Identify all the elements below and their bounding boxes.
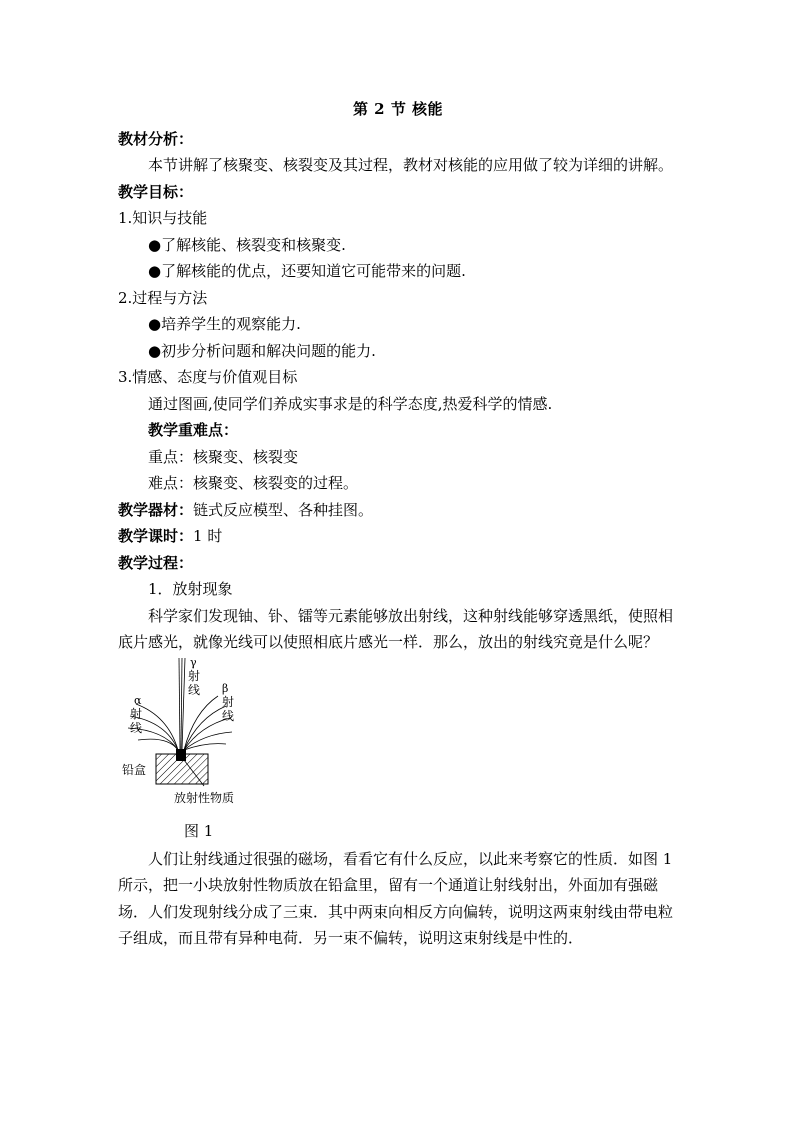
goals-knowledge-label: 1.知识与技能 <box>118 209 208 227</box>
analysis-heading: 教材分析： <box>118 129 194 148</box>
radioactive-material-label: 放射性物质 <box>174 790 235 805</box>
hours-line <box>118 523 678 550</box>
keypoints-heading: 教学重难点： <box>148 421 239 439</box>
equipment-value: 链式反应模型、各种挂图。 <box>193 500 374 519</box>
alpha-text-2: 线 <box>130 720 143 735</box>
lead-box-label: 铅盒 <box>122 762 147 777</box>
process-para-1: 科学家们发现铀、钋、镭等元素能够放出射线，这种射线能够穿透黑纸，使照相底片感光，就像光线可以使照相底片感光一样．那么，放出的射线究竟是什么呢？ <box>118 606 674 651</box>
radioactive-material <box>176 749 186 761</box>
gamma-symbol: γ <box>190 655 197 669</box>
goals-knowledge-item-1: ●了解核能、核裂变和核聚变. <box>148 235 346 254</box>
radiation-figure <box>118 656 678 846</box>
goals-emotion-text: 通过图画,使同学们养成实事求是的科学态度,热爱科学的情感. <box>148 394 553 413</box>
beta-text-2: 线 <box>222 708 235 723</box>
goals-process-label: 2.过程与方法 <box>118 288 208 307</box>
equipment-label: 教学器材： <box>118 500 194 519</box>
keypoints-focus: 重点：核聚变、核裂变 <box>148 447 299 466</box>
process-item-1: 1．放射现象 <box>148 580 233 598</box>
gamma-ray-line-3 <box>182 658 185 750</box>
hours-value: 1 时 <box>193 527 223 545</box>
process-heading: 教学过程： <box>118 553 194 572</box>
goals-heading: 教学目标： <box>118 182 194 201</box>
document-content <box>118 96 678 952</box>
goals-emotion-label: 3.情感、态度与价值观目标 <box>118 368 298 386</box>
beta-text-1: 射 <box>222 694 235 709</box>
page-title: 第 2 节 核能 <box>352 100 444 118</box>
alpha-ray-line-4 <box>138 739 178 750</box>
hours-label: 教学课时： <box>118 527 194 545</box>
figure-caption: 图 1 <box>184 821 214 840</box>
gamma-text-2: 线 <box>188 682 201 697</box>
keypoints-difficulty: 难点：核聚变、核裂变的过程。 <box>148 474 359 492</box>
gamma-ray-line-2 <box>181 658 182 750</box>
goals-knowledge-item-2: ●了解核能的优点，还要知道它可能带来的问题. <box>148 262 466 280</box>
process-para-2: 人们让射线通过很强的磁场，看看它有什么反应，以此来考察它的性质．如图 1 所示，把一小块放射性物质放在铅盒里，留有一个通道让射线射出，外面加有强磁场．人们发现射线分成了三束．其中两束向相反方向偏转，说明这两束射线由带电粒子组成，而且带有异种电荷．另一束不偏转，说明这束射线是中性的． <box>118 849 674 947</box>
goals-process-item-1: ●培养学生的观察能力. <box>148 315 301 333</box>
radiation-diagram <box>118 656 318 816</box>
gamma-ray-line-1 <box>179 658 180 750</box>
beta-ray-line-5 <box>184 743 226 749</box>
alpha-symbol: α <box>134 693 142 707</box>
alpha-text-1: 射 <box>130 706 143 721</box>
analysis-text: 本节讲解了核聚变、核裂变及其过程，教材对核能的应用做了较为详细的讲解。 <box>148 156 674 174</box>
gamma-text-1: 射 <box>188 668 201 683</box>
beta-symbol: β <box>222 681 229 695</box>
goals-process-item-2: ●初步分析问题和解决问题的能力. <box>148 341 376 360</box>
equipment-line <box>118 497 678 524</box>
